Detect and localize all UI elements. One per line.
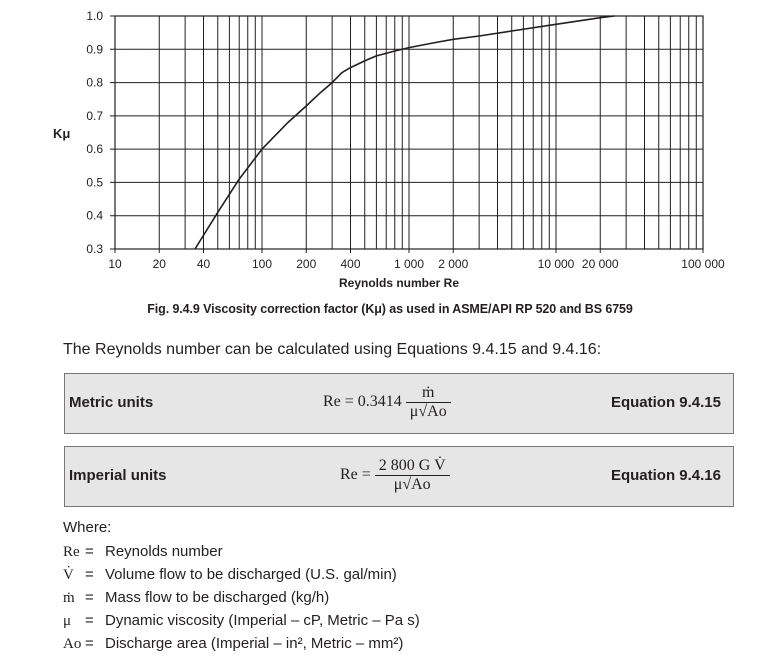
y-tick-label: 0.5	[86, 175, 103, 190]
x-tick-label: 40	[196, 257, 211, 271]
series-line	[195, 16, 615, 249]
imperial-numerator: 2 800 G V̇	[375, 457, 450, 476]
imperial-fraction	[375, 457, 450, 494]
definition-text: Mass flow to be discharged (kg/h)	[105, 589, 330, 606]
x-tick-label: 100	[251, 257, 273, 271]
x-axis-title: Reynolds number Re	[338, 276, 460, 290]
y-tick-label: 0.3	[86, 242, 103, 256]
definition-symbol: Re	[63, 544, 80, 560]
definition-symbol: V̇	[63, 567, 74, 583]
metric-denominator: μ√Ao	[409, 403, 447, 420]
intro-text: The Reynolds number can be calculated using Equations 9.4.15 and 9.4.16:	[63, 341, 602, 358]
metric-label: Metric units	[69, 394, 154, 411]
x-tick-label: 200	[296, 257, 317, 271]
x-tick-label: 2 000	[438, 257, 469, 271]
metric-equation-box	[64, 373, 734, 434]
imperial-equation-number: Equation 9.4.16	[610, 467, 721, 484]
definition-row: μ = Dynamic viscosity (Imperial – cP, Metric – Pa s)	[63, 609, 420, 632]
imperial-denominator: μ√Ao	[393, 476, 431, 493]
y-tick-label: 0.7	[86, 108, 103, 123]
definition-row: Ao = Discharge area (Imperial – in², Metric – mm²)	[63, 632, 420, 655]
definition-symbol: μ	[63, 613, 72, 629]
x-tick-label: 10 000	[537, 257, 575, 271]
metric-numerator: ṁ	[406, 384, 451, 403]
metric-formula-lhs: Re = 0.3414	[323, 393, 402, 411]
metric-formula	[323, 384, 451, 421]
y-tick-label: 0.9	[86, 42, 103, 57]
imperial-label: Imperial units	[69, 467, 167, 484]
definition-row: Re = Reynolds number	[63, 540, 420, 563]
imperial-formula	[340, 457, 450, 494]
imperial-formula-lhs: Re =	[340, 466, 371, 484]
y-axis-title: Kμ	[53, 126, 71, 141]
definition-text: Dynamic viscosity (Imperial – cP, Metric – Pa s)	[105, 612, 420, 629]
definition-symbol: ṁ	[63, 590, 75, 606]
metric-fraction	[406, 384, 451, 421]
y-tick-label: 0.8	[86, 75, 103, 90]
x-tick-label: 100 000	[681, 257, 725, 271]
definition-row: ṁ = Mass flow to be discharged (kg/h)	[63, 586, 420, 609]
definition-text: Volume flow to be discharged (U.S. gal/min)	[105, 566, 397, 583]
x-tick-label: 20	[152, 257, 166, 271]
definition-row: V̇ = Volume flow to be discharged (U.S. gal/min)	[63, 563, 420, 586]
definition-text: Discharge area (Imperial – in², Metric – mm²)	[105, 635, 404, 652]
where-heading: Where:	[63, 519, 112, 536]
y-tick-label: 0.4	[86, 208, 103, 223]
x-tick-label: 1 000	[393, 257, 425, 271]
definition-symbol: Ao	[63, 636, 82, 652]
imperial-equation-box	[64, 446, 734, 507]
definitions-list	[63, 540, 420, 655]
x-tick-label: 400	[340, 257, 361, 271]
x-tick-label: 10	[108, 257, 122, 271]
viscosity-correction-chart	[0, 0, 780, 300]
y-tick-label: 0.6	[86, 142, 103, 157]
y-tick-label: 1.0	[86, 9, 103, 23]
figure-caption: Fig. 9.4.9 Viscosity correction factor (Kμ) as used in ASME/API RP 520 and BS 6759	[147, 302, 633, 316]
metric-equation-number: Equation 9.4.15	[610, 394, 721, 411]
x-tick-label: 20 000	[581, 257, 619, 271]
definition-text: Reynolds number	[105, 543, 223, 560]
